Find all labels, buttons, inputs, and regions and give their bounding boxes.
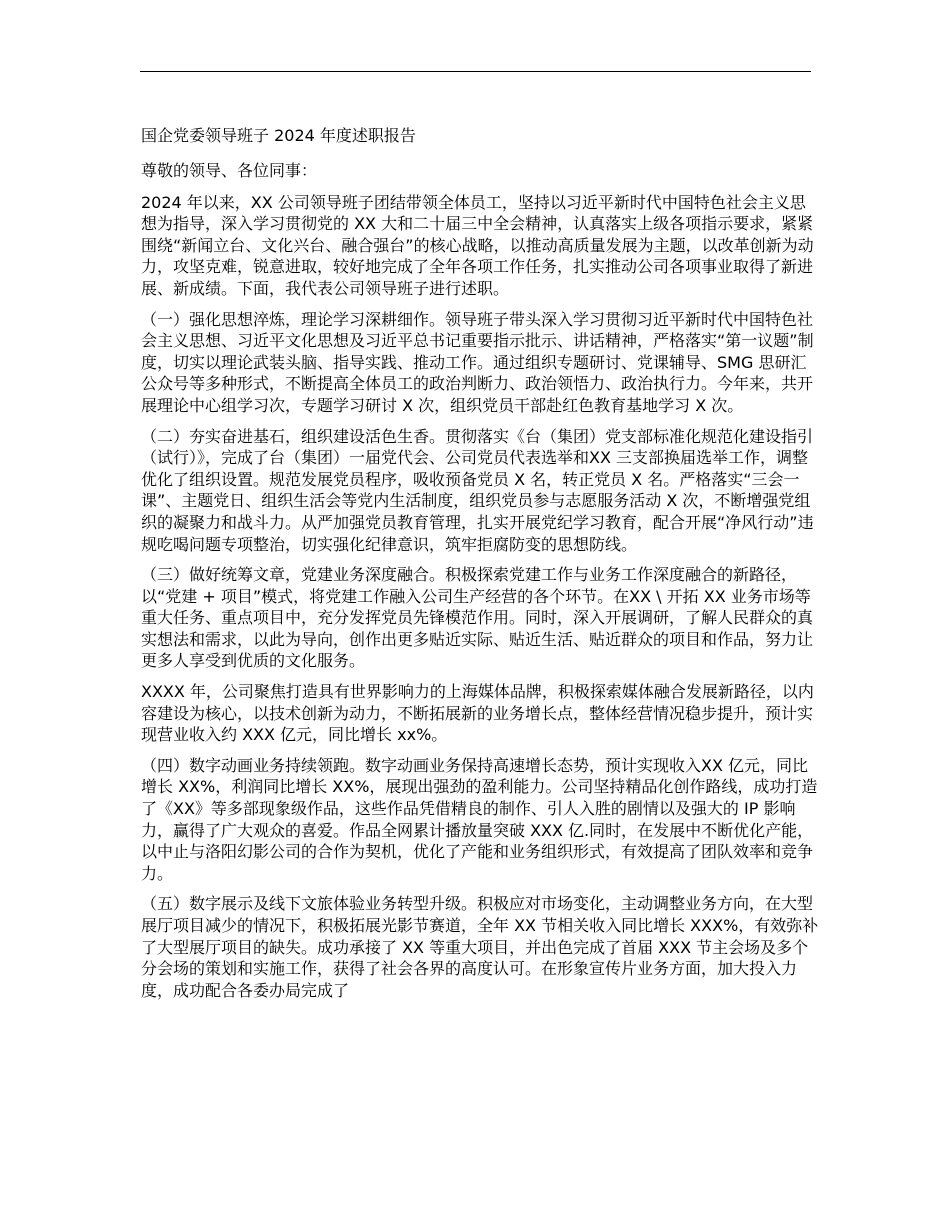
paragraph-section-1: （一）强化思想淬炼，理论学习深耕细作。领导班子带头深入学习贯彻习近平新时代中国特色社会主义思想、习近平文化思想及习近平总书记重要指示批示、讲话精神，严格落实“第一议题”制度，切实以理论武装头脑、指导实践、推动工作。通过组织专题研讨、党课辅导、SMG 思研汇公众号等多种形式，不断提高全体员工的政治判断力、政治领悟力、政治执行力。今年来，共开展理论中心组学习次，专题学习研讨 X 次，组织党员干部赴红色教育基地学习 X 次。 (141, 309, 814, 415)
paragraph-section-3: （三）做好统筹文章，党建业务深度融合。积极探索党建工作与业务工作深度融合的新路径，以“党建 + 项目”模式，将党建工作融入公司生产经营的各个环节。在XX \ 开拓 XX 业务市场等重大任务、重点项目中，充分发挥党员先锋模范作用。同时，深入开展调研，了解人民群众的真实想法和需求，以此为导向，创作出更多贴近实际、贴近生活、贴近群众的项目和作品，努力让更多人享受到优质的文化服务。 (141, 565, 814, 671)
paragraph-section-5: （五）数字展示及线下文旅体验业务转型升级。积极应对市场变化，主动调整业务方向，在大型展厅项目减少的情况下，积极拓展光影节赛道，全年 XX 节相关收入同比增长 XXX%，有效弥补了大型展厅项目的缺失。成功承接了 XX 等重大项目，并出色完成了首届 XXX 节主会场及多个分会场的策划和实施工作，获得了社会各界的高度认可。在形象宣传片业务方面，加大投入力度，成功配合各委办局完成了 (141, 894, 819, 1000)
header-rule (140, 71, 811, 72)
document-body (141, 123, 821, 1010)
greeting: 尊敬的领导、各位同事： (141, 161, 318, 180)
paragraph-section-4: （四）数字动画业务持续领跑。数字动画业务保持高速增长态势，预计实现收入XX 亿元，同比增长 XX%，利润同比增长 XX%，展现出强劲的盈利能力。公司坚持精品化创作路线，成功打造了《XX》等多部现象级作品，这些作品凭借精良的制作、引人入胜的剧情以及强大的 IP 影响力，赢得了广大观众的喜爱。作品全网累计播放量突破 XXX 亿.同时，在发展中不断优化产能，以中止与洛阳幻影公司的合作为契机，优化了产能和业务组织形式，有效提高了团队效率和竞争力。 (141, 755, 818, 883)
paragraph-intro: 2024 年以来，XX 公司领导班子团结带领全体员工，坚持以习近平新时代中国特色社会主义思想为指导，深入学习贯彻党的 XX 大和二十届三中全会精神，认真落实上级各项指示要求，紧紧围绕“新闻立台、文化兴台、融合强台”的核心战略，以推动高质量发展为主题，以改革创新为动力，攻坚克难，锐意进取，较好地完成了全年各项工作任务，扎实推动公司各项事业取得了新进展、新成绩。下面，我代表公司领导班子进行述职。 (141, 192, 814, 298)
paragraph-business-overview: XXXX 年，公司聚焦打造具有世界影响力的上海媒体品牌，积极探索媒体融合发展新路径，以内容建设为核心，以技术创新为动力，不断拓展新的业务增长点，整体经营情况稳步提升，预计实现营业收入约 XXX 亿元，同比增长 xx%。 (141, 682, 814, 745)
document-title: 国企党委领导班子 2024 年度述职报告 (141, 126, 416, 145)
paragraph-section-2: （二）夯实奋进基石，组织建设活色生香。贯彻落实《台（集团）党支部标准化规范化建设指引（试行）》，完成了台（集团）一届党代会、公司党员代表选举和XX 三支部换届选举工作，调整优化了组织设置。规范发展党员程序，吸收预备党员 X 名，转正党员 X 名。严格落实“三会一课”、主题党日、组织生活会等党内生活制度，组织党员参与志愿服务活动 X 次，不断增强党组织的凝聚力和战斗力。从严加强党员教育管理，扎实开展党纪学习教育，配合开展“净风行动”违规吃喝问题专项整治，切实强化纪律意识，筑牢拒腐防变的思想防线。 (141, 426, 814, 554)
